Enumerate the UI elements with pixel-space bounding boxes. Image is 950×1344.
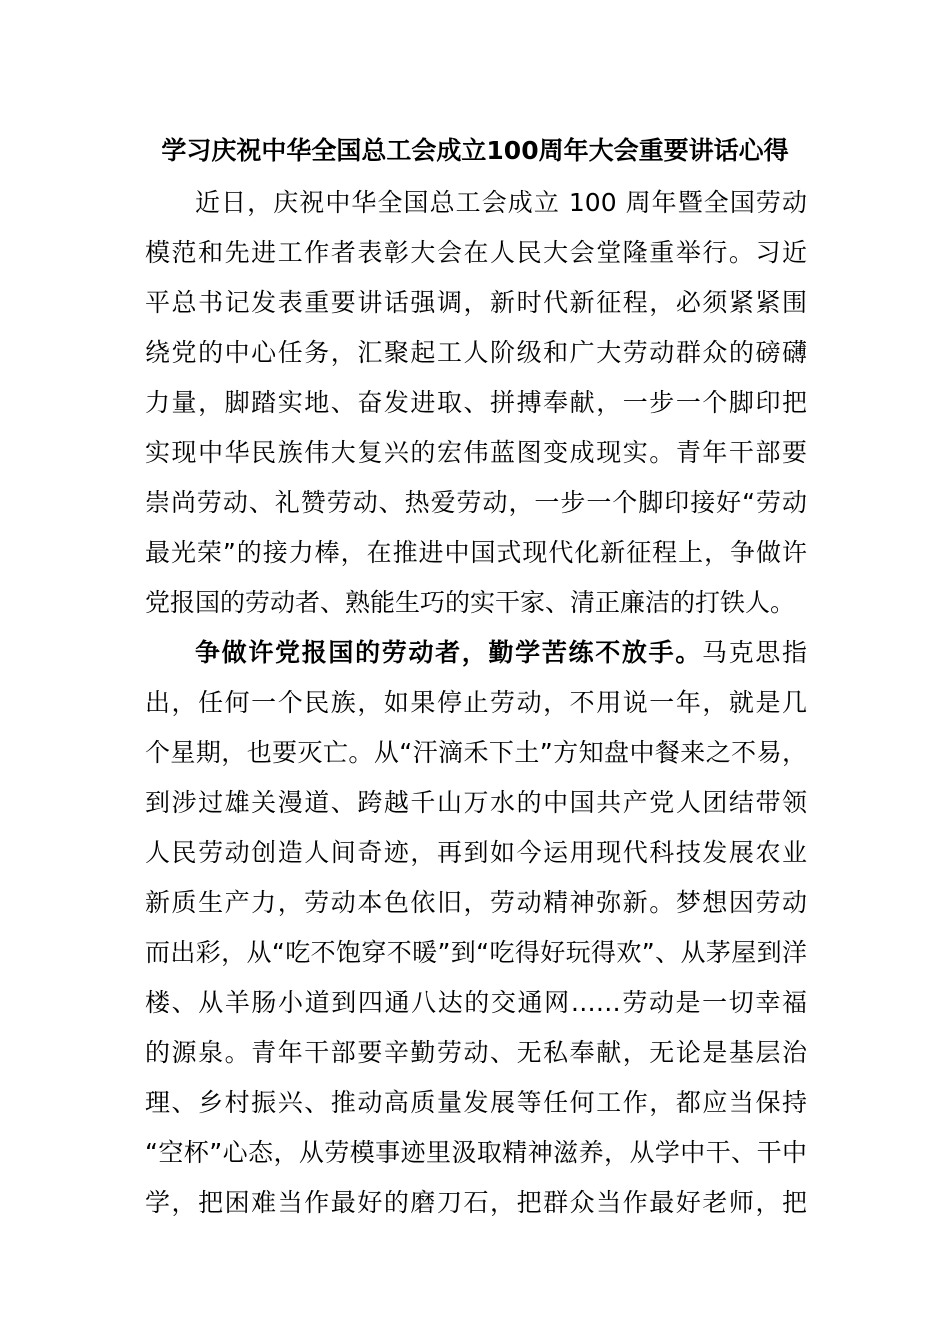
paragraph-line: 实现中华民族伟大复兴的宏伟蓝图变成现实。青年干部要 [145, 438, 807, 467]
paragraph-line: 平总书记发表重要讲话强调，新时代新征程，必须紧紧围 [145, 288, 807, 317]
paragraph-2 [145, 628, 807, 1228]
paragraph-line: 的源泉。青年干部要辛勤劳动、无私奉献，无论是基层治 [145, 1038, 807, 1067]
paragraph-line: 到涉过雄关漫道、跨越千山万水的中国共产党人团结带领 [145, 788, 807, 817]
paragraph-line: 党报国的劳动者、熟能生巧的实干家、清正廉洁的打铁人。 [145, 588, 796, 617]
paragraph-line: 楼、从羊肠小道到四通八达的交通网……劳动是一切幸福 [145, 988, 807, 1017]
paragraph-line: 力量，脚踏实地、奋发进取、拼搏奉献，一步一个脚印把 [145, 388, 807, 417]
paragraph-line: 个星期，也要灭亡。从“汗滴禾下土”方知盘中餐来之不易， [145, 738, 807, 767]
paragraph-line: 理、乡村振兴、推动高质量发展等任何工作，都应当保持 [145, 1088, 807, 1117]
paragraph-line: 绕党的中心任务，汇聚起工人阶级和广大劳动群众的磅礴 [145, 338, 807, 367]
section-heading: 争做许党报国的劳动者，勤学苦练不放手。 [195, 638, 702, 667]
paragraph-line: 学，把困难当作最好的磨刀石，把群众当作最好老师，把 [145, 1188, 807, 1217]
document-title: 学习庆祝中华全国总工会成立100周年大会重要讲话心得 [161, 136, 789, 165]
document-body [145, 178, 807, 1228]
paragraph-line: 出，任何一个民族，如果停止劳动，不用说一年，就是几 [145, 688, 807, 717]
paragraph-line: 崇尚劳动、礼赞劳动、热爱劳动，一步一个脚印接好“劳动 [145, 488, 807, 517]
paragraph-1 [145, 178, 807, 628]
paragraph-line: 近日，庆祝中华全国总工会成立 100 周年暨全国劳动 [195, 188, 807, 217]
paragraph-line: 最光荣”的接力棒，在推进中国式现代化新征程上，争做许 [145, 538, 807, 567]
paragraph-line-rest: 马克思指 [701, 638, 807, 667]
paragraph-line: 而出彩，从“吃不饱穿不暖”到“吃得好玩得欢”、从茅屋到洋 [145, 938, 807, 967]
paragraph-line: 新质生产力，劳动本色依旧，劳动精神弥新。梦想因劳动 [145, 888, 807, 917]
paragraph-line [145, 628, 807, 678]
paragraph-line: 人民劳动创造人间奇迹，再到如今运用现代科技发展农业 [145, 838, 807, 867]
paragraph-line: 模范和先进工作者表彰大会在人民大会堂隆重举行。习近 [145, 238, 807, 267]
paragraph-line: “空杯”心态，从劳模事迹里汲取精神滋养，从学中干、干中 [145, 1138, 807, 1167]
